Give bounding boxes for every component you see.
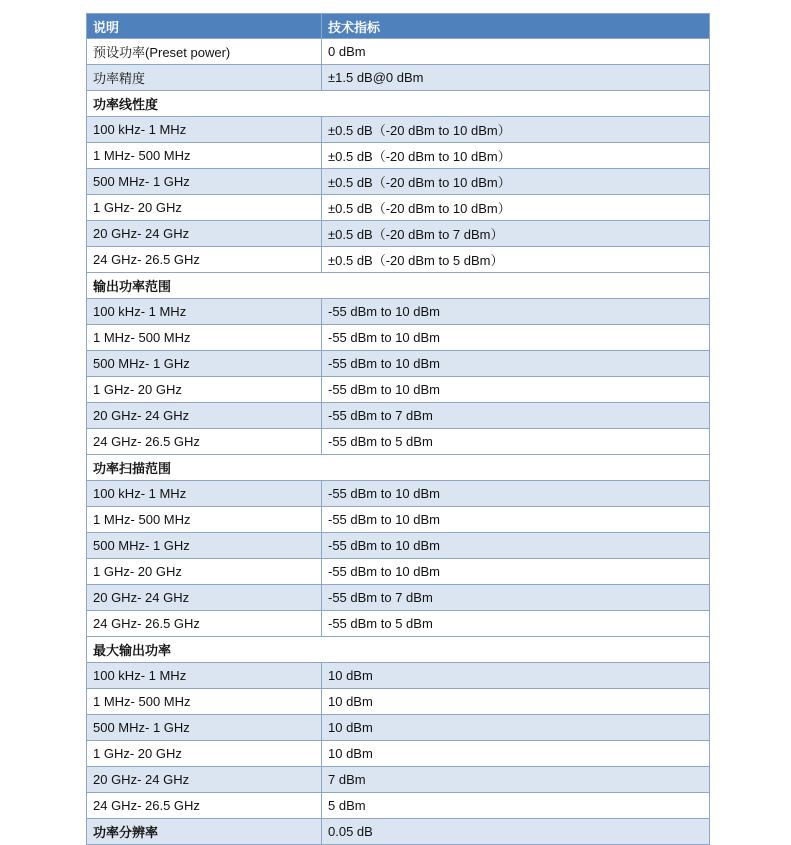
- row-label: 功率精度: [87, 65, 322, 91]
- section-title: 功率扫描范围: [87, 455, 710, 481]
- row-value: -55 dBm to 7 dBm: [322, 403, 710, 429]
- row-value: -55 dBm to 10 dBm: [322, 533, 710, 559]
- table-row: [87, 715, 710, 741]
- row-value: 10 dBm: [322, 715, 710, 741]
- table-row: [87, 689, 710, 715]
- row-label: 20 GHz- 24 GHz: [87, 403, 322, 429]
- row-value: 10 dBm: [322, 741, 710, 767]
- spec-table: [86, 13, 710, 845]
- table-row: [87, 65, 710, 91]
- table-row: [87, 117, 710, 143]
- row-label: 1 MHz- 500 MHz: [87, 507, 322, 533]
- table-row: [87, 611, 710, 637]
- table-row: [87, 559, 710, 585]
- row-label: 20 GHz- 24 GHz: [87, 767, 322, 793]
- row-label: 1 GHz- 20 GHz: [87, 741, 322, 767]
- section-header: [87, 273, 710, 299]
- row-label: 预设功率(Preset power): [87, 39, 322, 65]
- row-value: 0.05 dB: [322, 819, 710, 845]
- row-value: -55 dBm to 10 dBm: [322, 351, 710, 377]
- row-value: -55 dBm to 7 dBm: [322, 585, 710, 611]
- table-row: [87, 481, 710, 507]
- row-value: ±0.5 dB（-20 dBm to 10 dBm）: [322, 117, 710, 143]
- section-title: 功率线性度: [87, 91, 710, 117]
- row-label: 1 MHz- 500 MHz: [87, 143, 322, 169]
- row-value: 0 dBm: [322, 39, 710, 65]
- row-value: 5 dBm: [322, 793, 710, 819]
- row-label: 24 GHz- 26.5 GHz: [87, 611, 322, 637]
- row-value: ±0.5 dB（-20 dBm to 10 dBm）: [322, 195, 710, 221]
- row-label: 24 GHz- 26.5 GHz: [87, 429, 322, 455]
- table-header-row: [87, 14, 710, 39]
- row-label: 500 MHz- 1 GHz: [87, 533, 322, 559]
- row-value: ±0.5 dB（-20 dBm to 10 dBm）: [322, 169, 710, 195]
- header-spec: 技术指标: [322, 14, 710, 39]
- table-row: [87, 429, 710, 455]
- row-label: 20 GHz- 24 GHz: [87, 585, 322, 611]
- row-value: 10 dBm: [322, 663, 710, 689]
- table-row: [87, 741, 710, 767]
- row-label: 功率分辨率: [87, 819, 322, 845]
- section-header: [87, 637, 710, 663]
- row-value: ±0.5 dB（-20 dBm to 7 dBm）: [322, 221, 710, 247]
- table-row: [87, 299, 710, 325]
- row-value: ±0.5 dB（-20 dBm to 5 dBm）: [322, 247, 710, 273]
- row-label: 100 kHz- 1 MHz: [87, 117, 322, 143]
- table-row: [87, 325, 710, 351]
- row-value: 10 dBm: [322, 689, 710, 715]
- row-label: 1 MHz- 500 MHz: [87, 325, 322, 351]
- table-row: [87, 663, 710, 689]
- row-value: -55 dBm to 10 dBm: [322, 377, 710, 403]
- table-row: [87, 767, 710, 793]
- table-row: [87, 351, 710, 377]
- header-description: 说明: [87, 14, 322, 39]
- table-row: [87, 247, 710, 273]
- row-label: 1 GHz- 20 GHz: [87, 559, 322, 585]
- section-header: [87, 455, 710, 481]
- row-value: 7 dBm: [322, 767, 710, 793]
- row-label: 100 kHz- 1 MHz: [87, 299, 322, 325]
- row-label: 1 GHz- 20 GHz: [87, 195, 322, 221]
- table-row: [87, 169, 710, 195]
- table-row: [87, 507, 710, 533]
- table-row: [87, 793, 710, 819]
- table-row: [87, 221, 710, 247]
- row-value: ±1.5 dB@0 dBm: [322, 65, 710, 91]
- table-row: [87, 403, 710, 429]
- row-value: -55 dBm to 5 dBm: [322, 429, 710, 455]
- row-label: 20 GHz- 24 GHz: [87, 221, 322, 247]
- row-label: 24 GHz- 26.5 GHz: [87, 793, 322, 819]
- row-label: 100 kHz- 1 MHz: [87, 663, 322, 689]
- table-row: [87, 143, 710, 169]
- section-title: 输出功率范围: [87, 273, 710, 299]
- row-value: -55 dBm to 10 dBm: [322, 559, 710, 585]
- row-label: 100 kHz- 1 MHz: [87, 481, 322, 507]
- row-label: 24 GHz- 26.5 GHz: [87, 247, 322, 273]
- table-row: [87, 585, 710, 611]
- table-row: [87, 195, 710, 221]
- row-value: -55 dBm to 10 dBm: [322, 507, 710, 533]
- row-label: 500 MHz- 1 GHz: [87, 351, 322, 377]
- row-value: -55 dBm to 10 dBm: [322, 299, 710, 325]
- row-label: 1 MHz- 500 MHz: [87, 689, 322, 715]
- row-value: -55 dBm to 10 dBm: [322, 325, 710, 351]
- row-label: 500 MHz- 1 GHz: [87, 715, 322, 741]
- table-row: [87, 377, 710, 403]
- row-value: -55 dBm to 10 dBm: [322, 481, 710, 507]
- row-value: ±0.5 dB（-20 dBm to 10 dBm）: [322, 143, 710, 169]
- row-label: 1 GHz- 20 GHz: [87, 377, 322, 403]
- section-title: 最大输出功率: [87, 637, 710, 663]
- table-row: [87, 533, 710, 559]
- table-row: [87, 39, 710, 65]
- section-header: [87, 91, 710, 117]
- row-label: 500 MHz- 1 GHz: [87, 169, 322, 195]
- row-value: -55 dBm to 5 dBm: [322, 611, 710, 637]
